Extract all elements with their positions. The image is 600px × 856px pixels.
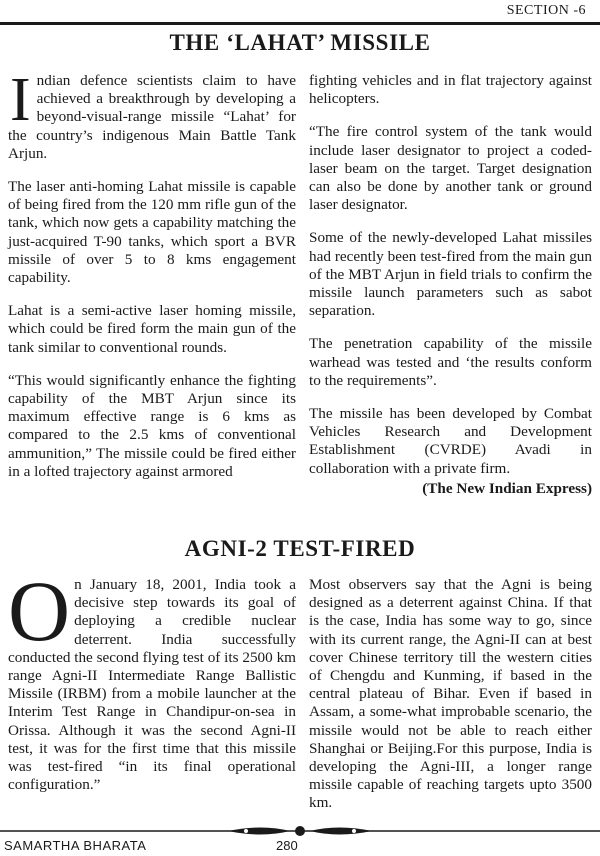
article1-paragraph-2: The laser anti-homing Lahat missile is capable of being fired from the 120 mm rifle gun of the tank, which now gets a capability matching the just-acquired T-90 tanks, which sport a BVR missile of over 5 to 8 kms engagement capability. [8,178,296,287]
article1-column-left [8,66,296,496]
article1-paragraph-3: Lahat is a semi-active laser homing missile, which could be fired form the main gun of the tank similar to conventional rounds. [8,302,296,356]
article1-paragraph-4: “This would significantly enhance the fighting capability of the MBT Arjun since its maximum effective range is 6 kms as compared to the 2.5 kms of conventional ammunition,” The missile could be fired either in a lofted trajectory against armored [8,371,296,480]
article1-paragraph-9: The missile has been developed by Combat Vehicles Research and Development Establishment (CVRDE) Avadi in collaboration with a private firm. [309,405,592,477]
article1-column-right [309,72,592,498]
header-rule [0,22,600,25]
article2-title: AGNI-2 TEST-FIRED [184,536,416,561]
article1-paragraph-1 [8,66,296,163]
article2-paragraph-1 [8,563,296,794]
article1-paragraph-8: The penetration capability of the missile warhead was tested and ‘the results conform to the requirements”. [309,335,592,389]
ornamental-rule-icon [0,824,600,838]
section-label: SECTION -6 [506,3,586,18]
article2-paragraph-2: Most observers say that the Agni is being designed as a deterrent against China. If that is the case, India has some way to go, since with its current range, the Agni-II can at best cover Chinese territory till the western cities of Chengdu and Kunming, if based in the central plateau of Bihar. Even if based in Assam, a some-what improbable scenario, the missile would not be able to reach either Shanghai or Beijing.For this purpose, India is developing the Agni-III, a longer range missile capable of reaching targets upto 3500 km. [309,576,592,812]
article1-p1-text: ndian defence scientists claim to have achieved a breakthrough by developing a beyond-visual-range missile “Lahat’ for the country’s indigenous Main Battle Tank Arjun. [8,72,296,162]
article1-source: (The New Indian Express) [422,479,592,497]
article2-p1-text: n January 18, 2001, India took a decisive step towards its goal of deploying a credible nuclear deterrent. India successfully conducted the second flying test of its 2500 km range Agni-II Intermediate Range Ballistic Missile (IRBM) from a mobile launcher at the Interim Test Range in Chandipur-on-sea in Orissa. Although it was the second Agni-II test, it was for the first time that this missile was test-fired “in its final operational configuration.” [8,576,296,794]
page-number: 280 [276,838,298,853]
page-footer [0,816,600,856]
publication-name: SAMARTHA BHARATA [4,838,147,853]
article1-title: THE ‘LAHAT’ MISSILE [169,30,431,55]
article1-paragraph-6: “The fire control system of the tank would include laser designator to project a coded-laser beam on the target. Target designation can also be done by another tank or ground laser designator. [309,123,592,214]
article2-column-right [309,576,592,828]
article1-paragraph-7: Some of the newly-developed Lahat missiles had recently been test-fired from the main gun of the MBT Arjun in field trials to confirm the missile launch parameters such as sabot separation. [309,229,592,320]
article2-column-left [8,563,296,809]
article2-dropcap: O [8,563,71,659]
article1-dropcap: I [10,66,31,134]
article1-paragraph-5: fighting vehicles and in flat trajectory against helicopters. [309,72,592,108]
